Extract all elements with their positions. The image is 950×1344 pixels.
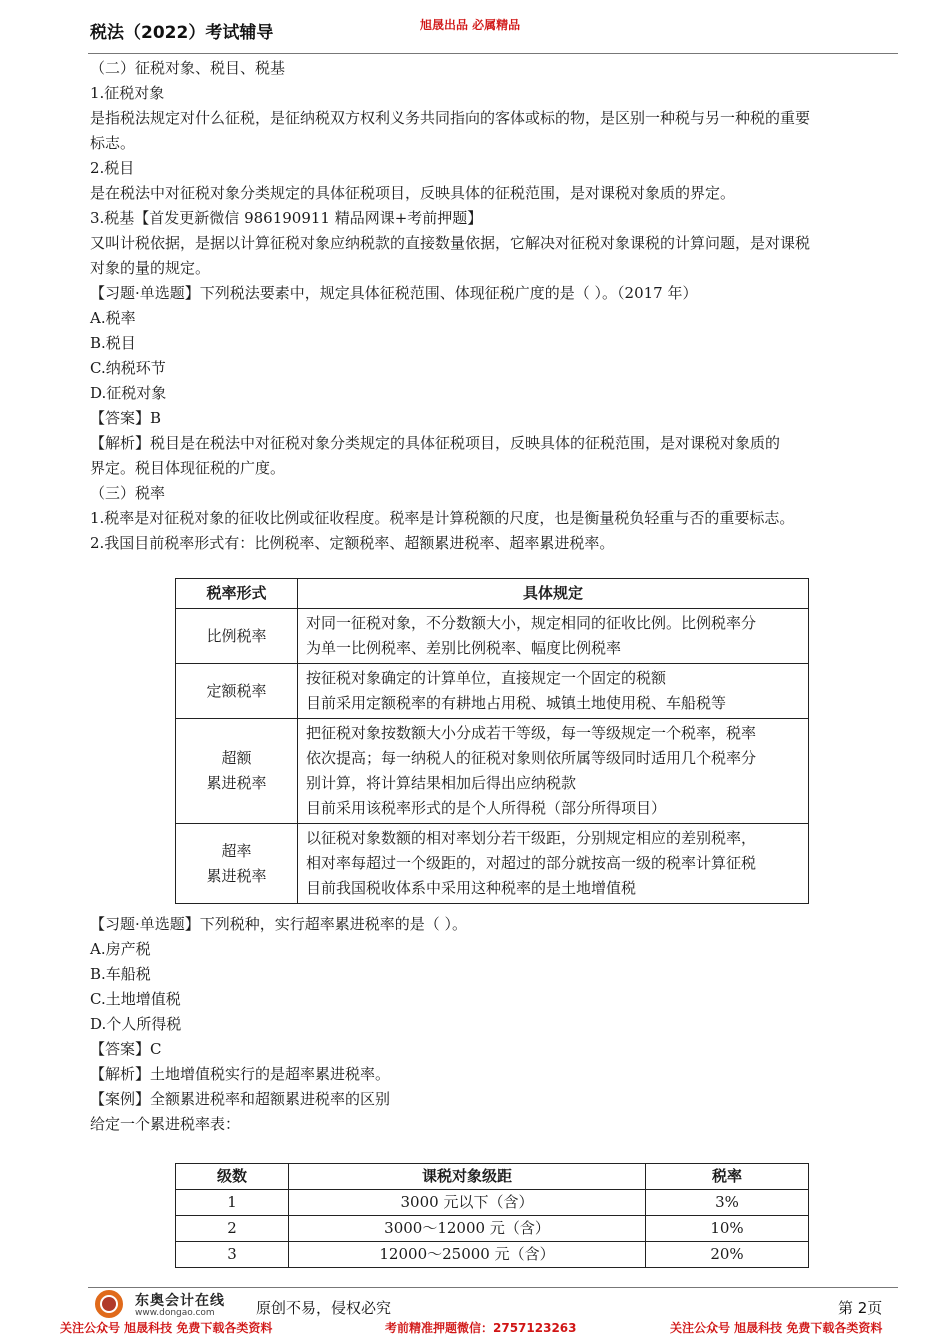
column-header: 课税对象级距 xyxy=(289,1164,646,1190)
rate-form-cell xyxy=(176,824,298,904)
paragraph-line: 又叫计税依据，是据以计算征税对象应纳税款的直接数量依据，它解决对征税对象课税的计算问题，是对课税 xyxy=(90,234,811,252)
table-cell: 2 xyxy=(176,1216,289,1242)
cell-text: 为单一比例税率、差别比例税率、幅度比例税率 xyxy=(306,639,622,657)
cell-text: 比例税率 xyxy=(206,626,267,645)
table-row xyxy=(176,824,809,904)
footer-note-right: 关注公众号 旭晟科技 免费下载各类资料 xyxy=(670,1321,883,1335)
table-row xyxy=(176,664,809,719)
table-cell: 12000～25000 元（含） xyxy=(289,1242,646,1268)
rate-desc-cell xyxy=(298,719,809,824)
explanation-line: 【解析】税目是在税法中对征税对象分类规定的具体征税项目，反映具体的征税范围，是对课税对象质的 xyxy=(90,434,781,452)
table-header-row xyxy=(176,579,809,609)
option-b: B.税目 xyxy=(90,334,136,352)
cell-text: 超率 xyxy=(221,841,252,860)
option-c: C.土地增值税 xyxy=(90,990,181,1008)
answer: 【答案】B xyxy=(90,409,162,427)
table-cell: 3000～12000 元（含） xyxy=(289,1216,646,1242)
table-header-row xyxy=(176,1164,809,1190)
column-header: 税率形式 xyxy=(176,579,298,609)
section-heading: （二）征税对象、税目、税基 xyxy=(90,59,286,77)
option-d: D.个人所得税 xyxy=(90,1015,182,1033)
lower-content xyxy=(90,912,898,1137)
subheading: 2.税目 xyxy=(90,159,135,177)
table-cell: 1 xyxy=(176,1190,289,1216)
logo-url: www.dongao.com xyxy=(135,1308,215,1318)
paragraph-line: 标志。 xyxy=(90,134,136,152)
logo-dot-icon xyxy=(102,1297,116,1311)
option-d: D.征税对象 xyxy=(90,384,167,402)
rate-form-cell xyxy=(176,719,298,824)
rate-desc-cell xyxy=(298,824,809,904)
section-heading: （三）税率 xyxy=(90,484,166,502)
paragraph-line: 是指税法规定对什么征税，是征纳税双方权利义务共同指向的客体或标的物，是区别一种税与另一种税的重要 xyxy=(90,109,811,127)
answer: 【答案】C xyxy=(90,1040,162,1058)
option-a: A.房产税 xyxy=(90,940,151,958)
paragraph-line: 对象的量的规定。 xyxy=(90,259,211,277)
rate-form-cell xyxy=(176,664,298,719)
question-stem: 【习题·单选题】下列税种，实行超率累进税率的是（ ）。 xyxy=(90,915,468,933)
main-content xyxy=(90,56,898,556)
explanation-line: 【解析】土地增值税实行的是超率累进税率。 xyxy=(90,1065,391,1083)
footer-note-center: 考前精准押题微信：2757123263 xyxy=(385,1321,577,1335)
table-row xyxy=(176,609,809,664)
option-a: A.税率 xyxy=(90,309,136,327)
table-cell: 20% xyxy=(646,1242,809,1268)
paragraph-line: 2.我国目前税率形式有：比例税率、定额税率、超额累进税率、超率累进税率。 xyxy=(90,534,615,552)
tax-rate-forms-table xyxy=(175,578,809,904)
cell-text: 目前采用该税率形式的是个人所得税（部分所得项目） xyxy=(306,799,667,817)
cell-text: 超额 xyxy=(221,749,252,767)
footer-note-left: 关注公众号 旭晟科技 免费下载各类资料 xyxy=(60,1321,273,1335)
cell-text: 目前我国税收体系中采用这种税率的是土地增值税 xyxy=(306,879,637,897)
explanation-line: 界定。税目体现征税的广度。 xyxy=(90,459,286,477)
logo-name: 东奥会计在线 xyxy=(135,1293,225,1309)
cell-text: 按征税对象确定的计算单位，直接规定一个固定的税额 xyxy=(306,669,667,687)
option-c: C.纳税环节 xyxy=(90,359,166,377)
case-heading: 【案例】全额累进税率和超额累进税率的区别 xyxy=(90,1090,391,1108)
table-row xyxy=(176,1242,809,1268)
table-cell: 10% xyxy=(646,1216,809,1242)
header-divider xyxy=(88,53,898,54)
paragraph-line: 给定一个累进税率表： xyxy=(90,1115,241,1133)
progressive-rate-table xyxy=(175,1163,809,1268)
cell-text: 累进税率 xyxy=(206,774,267,792)
footer-slogan: 原创不易，侵权必究 xyxy=(256,1299,392,1317)
question-stem: 【习题·单选题】下列税法要素中，规定具体征税范围、体现征税广度的是（ ）。（2017 年） xyxy=(90,284,698,302)
table-row xyxy=(176,1216,809,1242)
cell-text: 对同一征税对象，不分数额大小，规定相同的征收比例。比例税率分 xyxy=(306,614,757,632)
cell-text: 定额税率 xyxy=(206,681,267,700)
cell-text: 累进税率 xyxy=(206,866,267,885)
rate-desc-cell xyxy=(298,609,809,664)
column-header: 级数 xyxy=(176,1164,289,1190)
table-cell: 3 xyxy=(176,1242,289,1268)
cell-text: 以征税对象数额的相对率划分若干级距，分别规定相应的差别税率， xyxy=(306,829,757,847)
column-header: 具体规定 xyxy=(298,579,809,609)
document-title: 税法（2022）考试辅导 xyxy=(90,23,274,43)
rate-desc-cell xyxy=(298,664,809,719)
cell-text: 依次提高；每一纳税人的征税对象则依所属等级同时适用几个税率分 xyxy=(306,749,757,767)
cell-text: 目前采用定额税率的有耕地占用税、城镇土地使用税、车船税等 xyxy=(306,694,727,712)
rate-form-cell xyxy=(176,609,298,664)
page-number: 第 2页 xyxy=(838,1299,883,1317)
table-cell: 3000 元以下（含） xyxy=(289,1190,646,1216)
column-header: 税率 xyxy=(646,1164,809,1190)
paragraph-line: 是在税法中对征税对象分类规定的具体征税项目，反映具体的征税范围，是对课税对象质的界定。 xyxy=(90,184,736,202)
option-b: B.车船税 xyxy=(90,965,151,983)
table-cell: 3% xyxy=(646,1190,809,1216)
header-tagline: 旭晟出品 必属精品 xyxy=(420,18,521,32)
table-row xyxy=(176,719,809,824)
cell-text: 相对率每超过一个级距的，对超过的部分就按高一级的税率计算征税 xyxy=(306,854,757,872)
table-row xyxy=(176,1190,809,1216)
cell-text: 别计算，将计算结果相加后得出应纳税款 xyxy=(306,774,577,792)
paragraph-line: 1.税率是对征税对象的征收比例或征收程度。税率是计算税额的尺度，也是衡量税负轻重与否的重要标志。 xyxy=(90,509,795,527)
subheading: 3.税基【首发更新微信 986190911 精品网课+考前押题】 xyxy=(90,209,483,227)
subheading: 1.征税对象 xyxy=(90,84,165,102)
cell-text: 把征税对象按数额大小分成若干等级，每一等级规定一个税率，税率 xyxy=(306,724,757,742)
